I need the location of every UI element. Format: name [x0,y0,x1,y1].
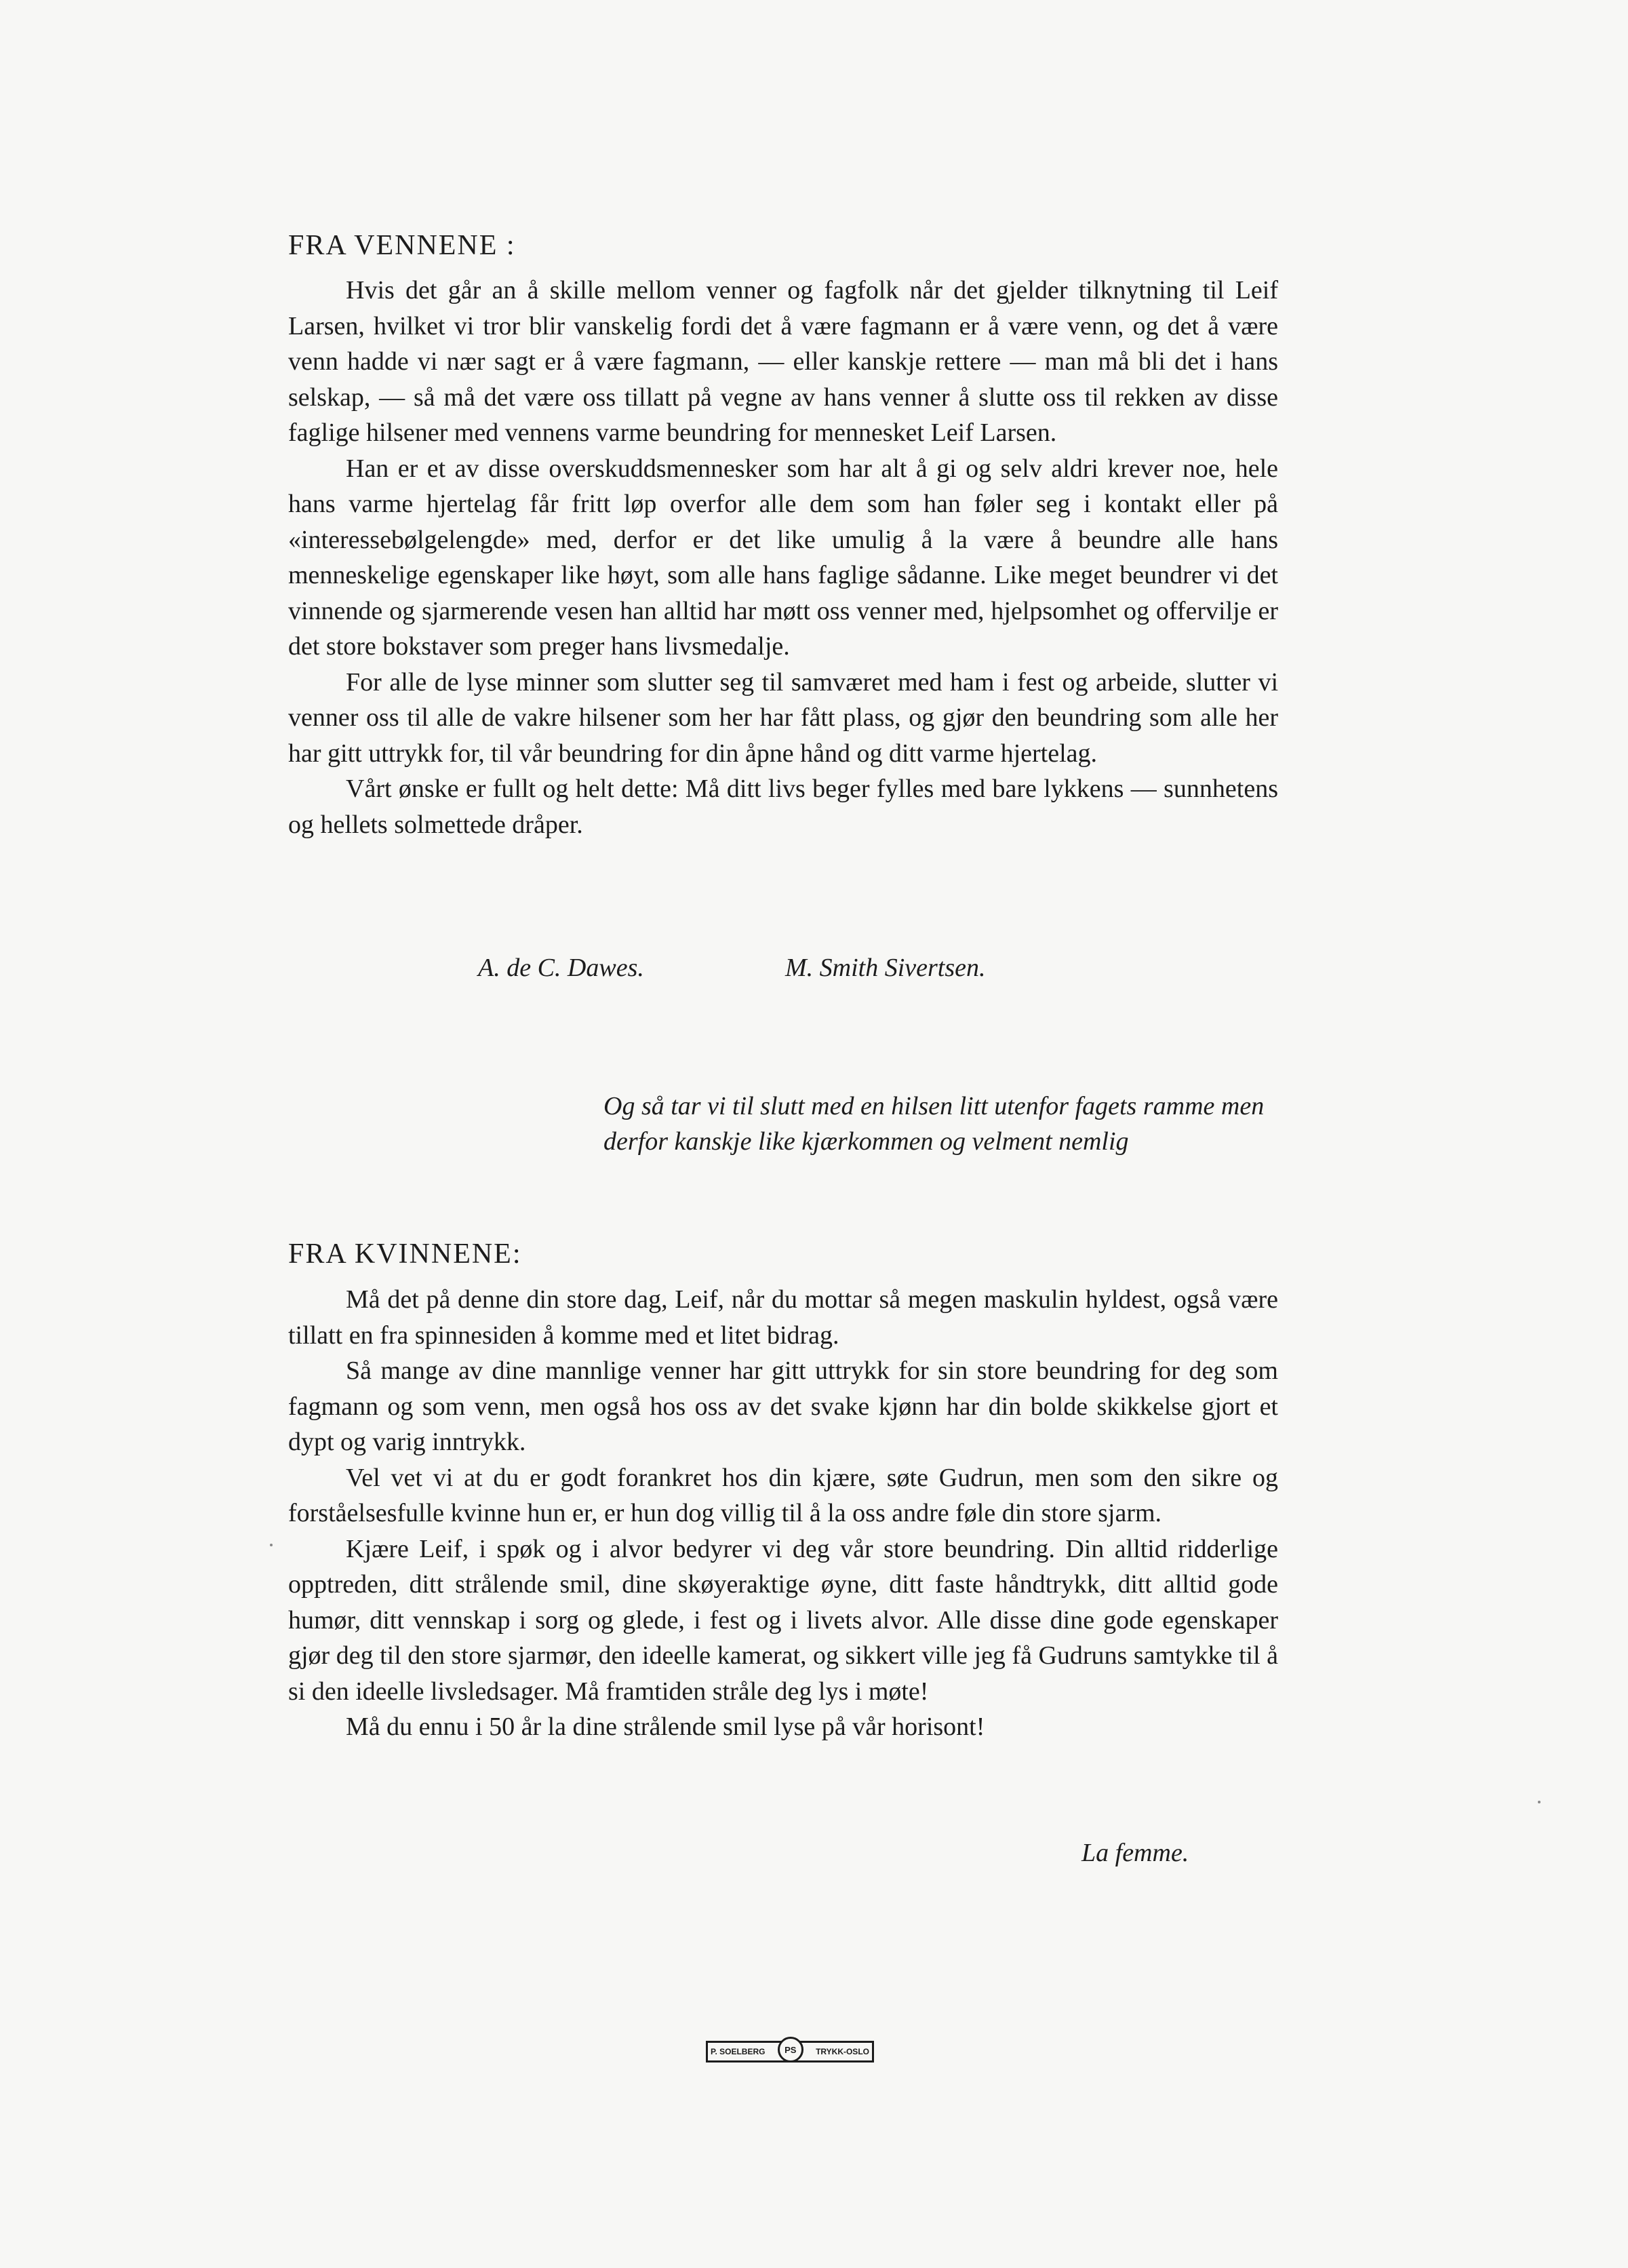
signature-dawes: A. de C. Dawes. [478,954,644,982]
paragraph: For alle de lyse minner som slutter seg til samværet med ham i fest og arbeide, slutter vi venner oss til alle de vakre hilsener som her har fått plass, og gjør den beundring som alle her har gitt uttrykk for, til vår beundring for din åpne hånd og ditt varme hjertelag. [288,667,1278,768]
intro-note: Og så tar vi til slutt med en hilsen litt utenfor fagets ramme men derfor kanskje like kjærkommen og velment nemlig [603,1092,1265,1156]
paragraph: Han er et av disse overskuddsmennesker som har alt å gi og selv aldri krever noe, hele hans varme hjertelag får fritt løp overfor alle dem som han føler seg i kontakt eller på «interessebølgelengde» med, derfor er det like umulig å la være å beundre alle hans menneskelige egenskaper like høyt, som alle hans faglige sådanne. Like meget beundrer vi det vinnende og sjarmerende vesen han alltid har møtt oss venner med, hjelpsomhet og offervilje er det store bokstaver som preger hans livsmedalje. [288,454,1278,661]
paragraph: Må du ennu i 50 år la dine strålende smil lyse på vår horisont! [346,1713,985,1741]
section-heading-kvinnene: FRA KVINNENE: [288,1238,522,1270]
paragraph: Hvis det går an å skille mellom venner og fagfolk når det gjelder tilknytning til Leif Larsen, hvilket vi tror blir vanskelig fordi det å være fagmann er å være venn, og det å være venn hadde vi nær sagt er å være fagmann, — eller kanskje rettere — man må bli det i hans selskap, — så må det være oss tillatt på vegne av hans venner å slutte oss til rekken av disse faglige hilsener med vennens varme beundring for mennesket Leif Larsen. [288,276,1278,447]
printer-mark [706,2041,874,2062]
paragraph: Vårt ønske er fullt og helt dette: Må ditt livs beger fylles med bare lykkens — sunnhetens og hellets solmettede dråper. [288,775,1278,839]
signature-sivertsen: M. Smith Sivertsen. [785,954,986,982]
section-body-kvinnene [288,1282,1278,1745]
paragraph: Så mange av dine mannlige venner har gitt uttrykk for sin store beundring for deg som fagmann og som venn, men også hos oss av det svake kjønn har din bolde skikkelse gjort et dypt og varig inntrykk. [288,1356,1278,1456]
printer-emblem-icon: PS [778,2037,803,2062]
section-heading-vennene: FRA VENNENE : [288,230,516,261]
printer-name: P. SOELBERG [711,2047,766,2056]
paragraph: Kjære Leif, i spøk og i alvor bedyrer vi deg vår store beundring. Din alltid ridderlige opptreden, ditt strålende smil, dine skøyeraktige øyne, ditt faste håndtrykk, ditt alltid gode humør, ditt vennskap i sorg og glede, i fest og i livets alvor. Alle disse dine gode egenskaper gjør deg til den store sjarmør, den ideelle kamerat, og sikkert ville jeg få Gudruns samtykke til å si den ideelle livsledsager. Må framtiden stråle deg lys i møte! [288,1534,1279,1706]
paper-speck [1538,1801,1541,1803]
paragraph: Vel vet vi at du er godt forankret hos din kjære, søte Gudrun, men som den sikre og forståelsesfulle kvinne hun er, er hun dog villig til å la oss andre føle din store sjarm. [288,1463,1278,1527]
printer-city: TRYKK-OSLO [816,2047,869,2056]
paragraph: Må det på denne din store dag, Leif, når du mottar så megen maskulin hyldest, også være tillatt en fra spinnesiden å komme med et litet bidrag. [288,1285,1278,1350]
paper-speck [270,1544,273,1546]
section-body-vennene [288,273,1278,842]
signature-la-femme: La femme. [1081,1839,1189,1867]
